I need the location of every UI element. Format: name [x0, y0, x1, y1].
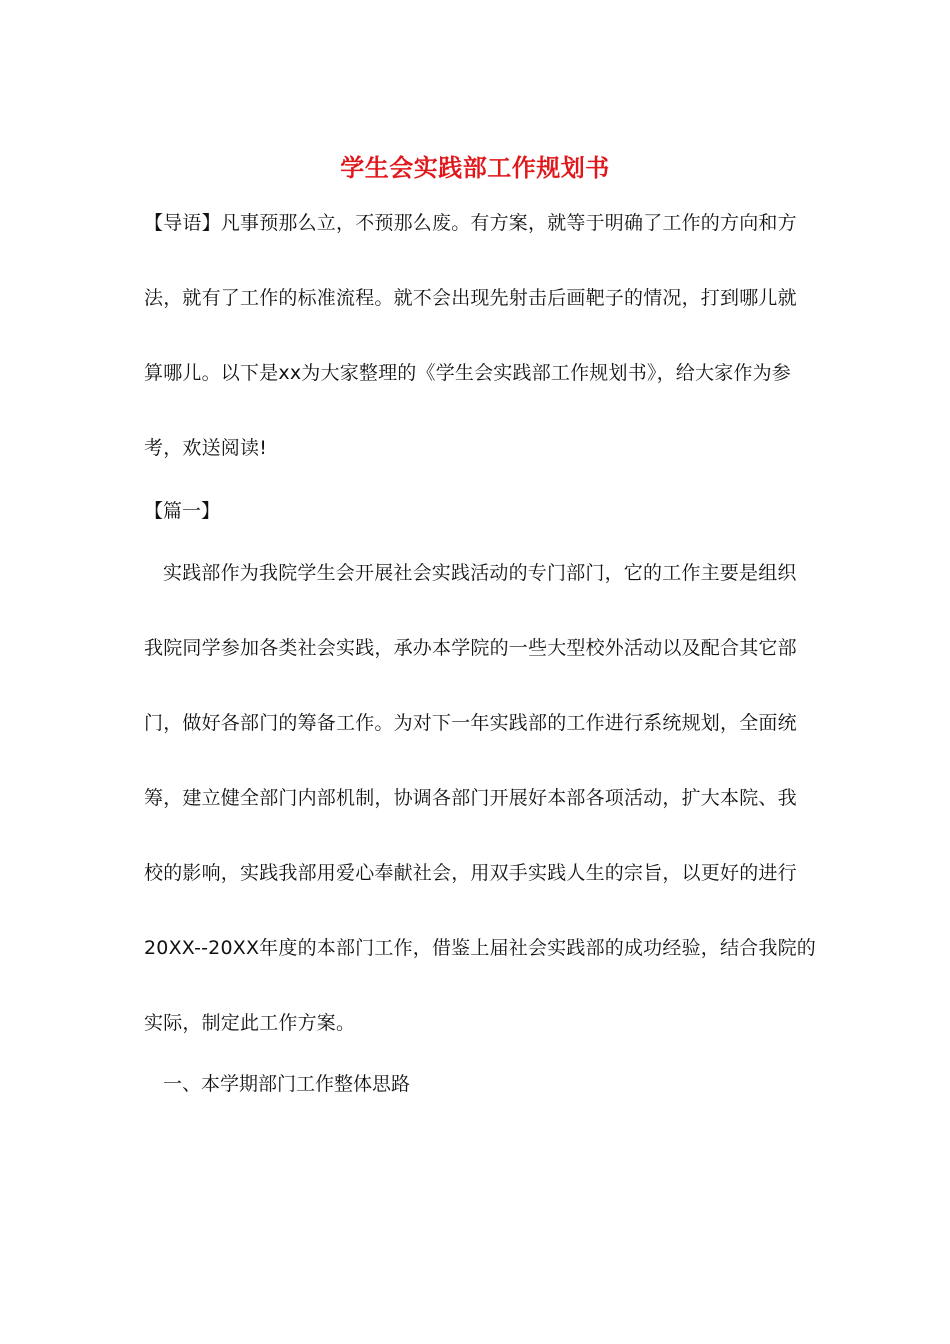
- intro-line-4: 考，欢送阅读!: [144, 437, 268, 459]
- section-heading: 一、本学期部门工作整体思路: [163, 1073, 411, 1095]
- intro-line-3: 算哪儿。以下是xx为大家整理的《学生会实践部工作规划书》，给大家作为参: [144, 362, 791, 384]
- section-label: 【篇一】: [144, 500, 221, 522]
- intro-paragraph: [144, 186, 808, 486]
- body-paragraph: [144, 536, 816, 1061]
- para-line-3: 门，做好各部门的筹备工作。为对下一年实践部的工作进行系统规划，全面统: [144, 712, 797, 734]
- para-line-1: 实践部作为我院学生会开展社会实践活动的专门部门，它的工作主要是组织: [163, 562, 797, 584]
- para-line-7: 实际，制定此工作方案。: [144, 1012, 356, 1034]
- intro-line-2: 法，就有了工作的标准流程。就不会出现先射击后画靶子的情况，打到哪儿就: [144, 287, 797, 309]
- intro-line-1: 【导语】凡事预那么立，不预那么废。有方案，就等于明确了工作的方向和方: [144, 212, 797, 234]
- para-line-5: 校的影响，实践我部用爱心奉献社会，用双手实践人生的宗旨，以更好的进行: [144, 862, 797, 884]
- para-line-2: 我院同学参加各类社会实践，承办本学院的一些大型校外活动以及配合其它部: [144, 637, 797, 659]
- document-title: 学生会实践部工作规划书: [340, 153, 610, 182]
- para-line-6: 20XX--20XX年度的本部门工作，借鉴上届社会实践部的成功经验，结合我院的: [144, 937, 816, 959]
- para-line-4: 筹，建立健全部门内部机制，协调各部门开展好本部各项活动，扩大本院、我: [144, 787, 797, 809]
